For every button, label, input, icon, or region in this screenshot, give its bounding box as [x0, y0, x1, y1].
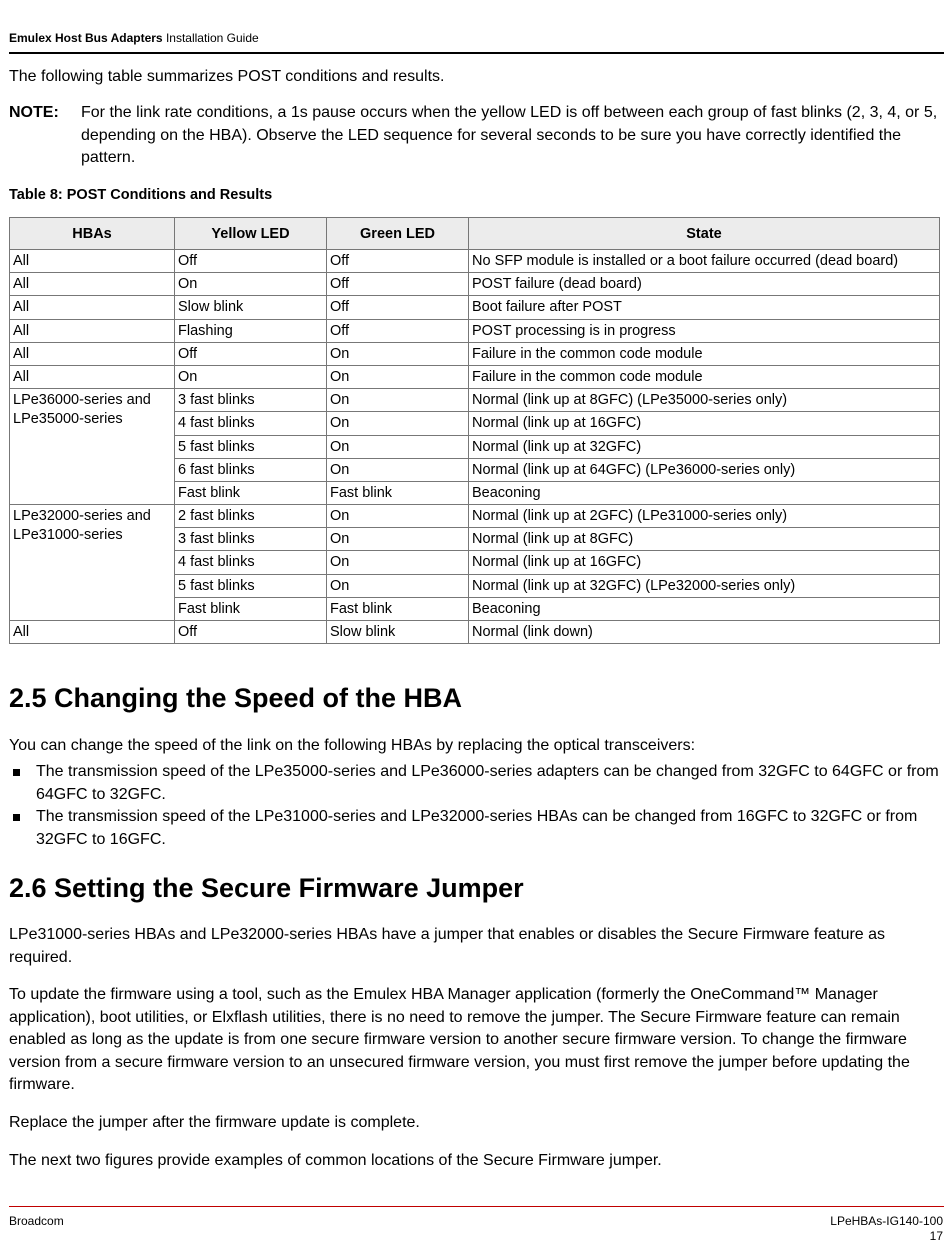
cell-state: Normal (link up at 32GFC)	[469, 435, 940, 458]
list-item	[9, 761, 939, 806]
section-2-5-intro: You can change the speed of the link on the following HBAs by replacing the optical transceivers:	[9, 737, 696, 754]
column-header-state: State	[469, 218, 940, 250]
cell-state: Failure in the common code module	[469, 365, 940, 388]
cell-green-led: On	[327, 342, 469, 365]
cell-hbas: LPe32000-series and LPe31000-series	[10, 505, 175, 621]
speed-bullet-list	[9, 761, 939, 851]
header-doc-type: Installation Guide	[165, 31, 259, 45]
running-header	[9, 31, 259, 45]
cell-state: Normal (link up at 2GFC) (LPe31000-series only)	[469, 505, 940, 528]
cell-yellow-led: 2 fast blinks	[175, 505, 327, 528]
section-2-6-paragraph: LPe31000-series HBAs and LPe32000-series HBAs have a jumper that enables or disables the Secure Firmware feature as required.	[9, 926, 886, 966]
cell-green-led: On	[327, 551, 469, 574]
square-bullet-icon	[13, 769, 20, 776]
header-product: Emulex Host Bus Adapters	[9, 31, 163, 45]
cell-state: No SFP module is installed or a boot failure occurred (dead board)	[469, 250, 940, 273]
cell-state: Normal (link up at 16GFC)	[469, 551, 940, 574]
cell-green-led: Slow blink	[327, 621, 469, 644]
table-row	[10, 389, 940, 412]
cell-yellow-led: Fast blink	[175, 481, 327, 504]
section-2-6-paragraph: Replace the jumper after the firmware update is complete.	[9, 1114, 420, 1131]
cell-state: Normal (link up at 16GFC)	[469, 412, 940, 435]
section-heading-2-5: 2.5 Changing the Speed of the HBA	[9, 683, 463, 713]
cell-yellow-led: 4 fast blinks	[175, 412, 327, 435]
column-header-green-led: Green LED	[327, 218, 469, 250]
column-header-hbas: HBAs	[10, 218, 175, 250]
cell-yellow-led: 3 fast blinks	[175, 528, 327, 551]
cell-state: Normal (link up at 32GFC) (LPe32000-series only)	[469, 574, 940, 597]
section-2-6-paragraph: The next two figures provide examples of common locations of the Secure Firmware jumper.	[9, 1152, 662, 1169]
cell-green-led: On	[327, 528, 469, 551]
cell-hbas: All	[10, 250, 175, 273]
cell-green-led: On	[327, 412, 469, 435]
table-row	[10, 505, 940, 528]
cell-hbas: All	[10, 273, 175, 296]
cell-yellow-led: 3 fast blinks	[175, 389, 327, 412]
cell-state: Beaconing	[469, 597, 940, 620]
cell-yellow-led: 5 fast blinks	[175, 435, 327, 458]
table-body	[10, 250, 940, 644]
cell-green-led: On	[327, 458, 469, 481]
cell-yellow-led: 6 fast blinks	[175, 458, 327, 481]
cell-hbas: All	[10, 365, 175, 388]
header-rule	[9, 52, 944, 54]
cell-state: POST processing is in progress	[469, 319, 940, 342]
table-header-row	[10, 218, 940, 250]
cell-hbas: LPe36000-series and LPe35000-series	[10, 389, 175, 505]
note-label: NOTE:	[9, 104, 59, 121]
table-caption: Table 8: POST Conditions and Results	[9, 187, 273, 203]
cell-green-led: On	[327, 505, 469, 528]
cell-state: Normal (link down)	[469, 621, 940, 644]
table-row	[10, 273, 940, 296]
cell-green-led: On	[327, 435, 469, 458]
cell-yellow-led: Off	[175, 621, 327, 644]
cell-state: POST failure (dead board)	[469, 273, 940, 296]
note-text: For the link rate conditions, a 1s pause occurs when the yellow LED is off between each group of fast blinks (2, 3, 4, or 5, depending on the HBA). Observe the LED sequence for several seconds to be sure you have correctly identified the pattern.	[81, 104, 938, 166]
cell-yellow-led: 5 fast blinks	[175, 574, 327, 597]
cell-green-led: Off	[327, 250, 469, 273]
cell-state: Normal (link up at 8GFC)	[469, 528, 940, 551]
cell-green-led: On	[327, 574, 469, 597]
cell-state: Failure in the common code module	[469, 342, 940, 365]
cell-green-led: Fast blink	[327, 597, 469, 620]
section-2-6-paragraph: To update the firmware using a tool, such as the Emulex HBA Manager application (formerly the OneCommand™ Manager application), boot utilities, or Elxflash utilities, there is no need to remove the jumper. The Secure Firmware feature can remain enabled as long as the update is from one secure firmware version to another secure firmware version. To change the firmware version from a secure firmware version to an unsecured firmware version, you must first remove the jumper before updating the firmware.	[9, 986, 910, 1093]
cell-yellow-led: Off	[175, 250, 327, 273]
bullet-text: The transmission speed of the LPe31000-series and LPe32000-series HBAs can be changed from 16GFC to 32GFC or from 32GFC to 16GFC.	[36, 808, 918, 848]
cell-state: Normal (link up at 64GFC) (LPe36000-series only)	[469, 458, 940, 481]
square-bullet-icon	[13, 814, 20, 821]
cell-hbas: All	[10, 319, 175, 342]
cell-state: Normal (link up at 8GFC) (LPe35000-series only)	[469, 389, 940, 412]
cell-green-led: On	[327, 389, 469, 412]
footer-company: Broadcom	[9, 1214, 64, 1228]
note-block	[9, 102, 939, 170]
cell-yellow-led: 4 fast blinks	[175, 551, 327, 574]
bullet-text: The transmission speed of the LPe35000-series and LPe36000-series adapters can be changed from 32GFC to 64GFC or from 64GFC to 32GFC.	[36, 763, 939, 803]
table-row	[10, 319, 940, 342]
cell-green-led: Fast blink	[327, 481, 469, 504]
table-row	[10, 250, 940, 273]
cell-green-led: Off	[327, 296, 469, 319]
cell-green-led: Off	[327, 273, 469, 296]
cell-hbas: All	[10, 621, 175, 644]
cell-state: Boot failure after POST	[469, 296, 940, 319]
table-row	[10, 621, 940, 644]
table-row	[10, 365, 940, 388]
footer-rule	[9, 1206, 944, 1207]
post-conditions-table	[9, 217, 940, 644]
cell-hbas: All	[10, 342, 175, 365]
cell-green-led: On	[327, 365, 469, 388]
table-row	[10, 342, 940, 365]
cell-green-led: Off	[327, 319, 469, 342]
table-row	[10, 296, 940, 319]
footer-right	[830, 1214, 943, 1244]
cell-yellow-led: On	[175, 365, 327, 388]
intro-text: The following table summarizes POST conditions and results.	[9, 68, 445, 85]
section-heading-2-6: 2.6 Setting the Secure Firmware Jumper	[9, 873, 524, 903]
cell-yellow-led: Slow blink	[175, 296, 327, 319]
page-number: 17	[929, 1229, 943, 1243]
cell-yellow-led: Flashing	[175, 319, 327, 342]
cell-state: Beaconing	[469, 481, 940, 504]
cell-yellow-led: On	[175, 273, 327, 296]
cell-yellow-led: Off	[175, 342, 327, 365]
list-item	[9, 806, 939, 851]
footer-doc-id: LPeHBAs-IG140-100	[830, 1214, 943, 1228]
column-header-yellow-led: Yellow LED	[175, 218, 327, 250]
cell-yellow-led: Fast blink	[175, 597, 327, 620]
cell-hbas: All	[10, 296, 175, 319]
